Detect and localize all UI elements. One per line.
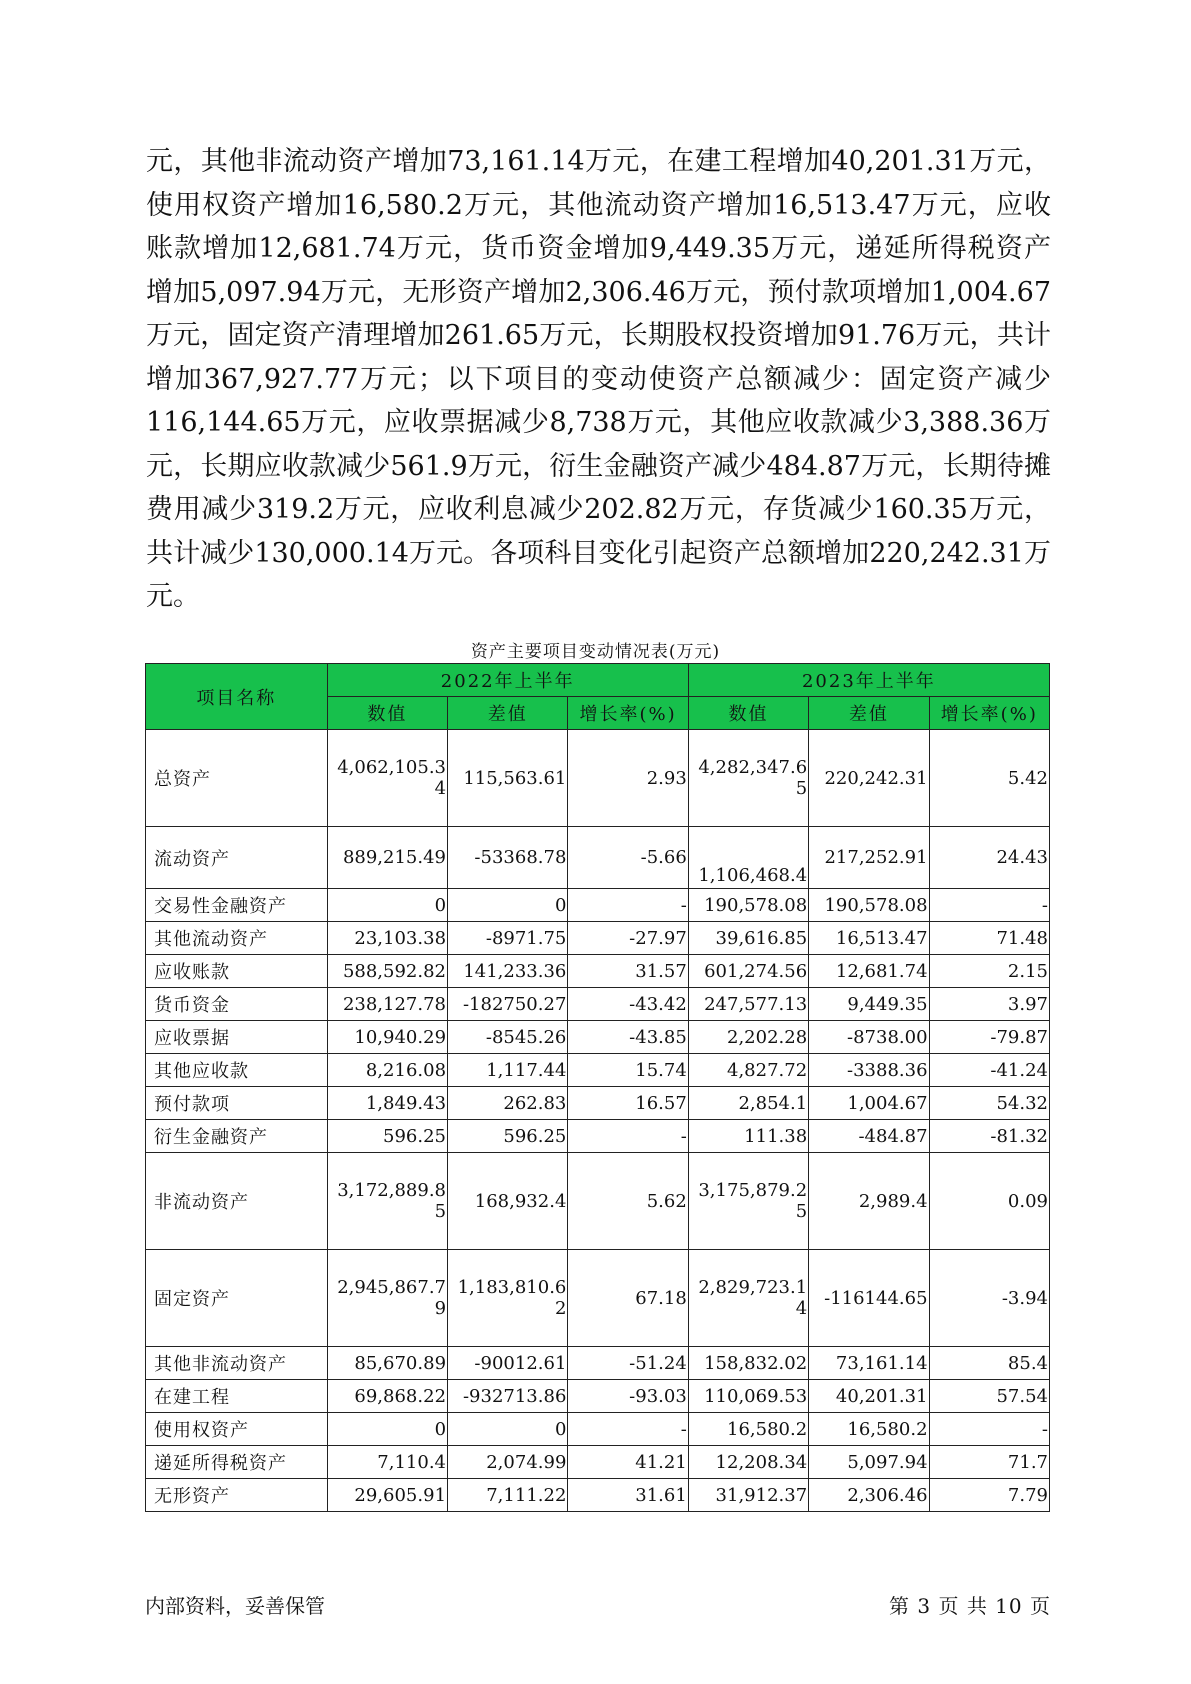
cell-d22: -90012.61: [448, 1347, 568, 1380]
row-label: 非流动资产: [146, 1153, 328, 1250]
cell-v23: 16,580.2: [688, 1413, 808, 1446]
cell-v23: 190,578.08: [688, 889, 808, 922]
row-label: 应收票据: [146, 1021, 328, 1054]
cell-r23: 7.79: [929, 1479, 1049, 1512]
cell-r22: 2.93: [568, 730, 688, 827]
row-label: 在建工程: [146, 1380, 328, 1413]
cell-v22: 0: [327, 889, 447, 922]
cell-r23: 0.09: [929, 1153, 1049, 1250]
table-row: [146, 955, 1050, 988]
table-row: [146, 1413, 1050, 1446]
header-rate-2022: 增长率(%): [568, 697, 688, 730]
cell-d23: 1,004.67: [809, 1087, 929, 1120]
cell-v23: 601,274.56: [688, 955, 808, 988]
row-label: 应收账款: [146, 955, 328, 988]
cell-v23: 158,832.02: [688, 1347, 808, 1380]
cell-v23: 39,616.85: [688, 922, 808, 955]
cell-d23: 16,513.47: [809, 922, 929, 955]
cell-v23: 4,827.72: [688, 1054, 808, 1087]
cell-r23: 71.48: [929, 922, 1049, 955]
table-row: [146, 1054, 1050, 1087]
table-row: [146, 889, 1050, 922]
table-row: [146, 1021, 1050, 1054]
cell-v22: 29,605.91: [327, 1479, 447, 1512]
table-row: [146, 1153, 1050, 1250]
table-row: [146, 1446, 1050, 1479]
cell-r23: 71.7: [929, 1446, 1049, 1479]
cell-d23: 2,306.46: [809, 1479, 929, 1512]
table-row: [146, 1347, 1050, 1380]
row-label: 衍生金融资产: [146, 1120, 328, 1153]
cell-d22: 115,563.61: [448, 730, 568, 827]
cell-r22: -: [568, 1413, 688, 1446]
cell-v22: 596.25: [327, 1120, 447, 1153]
cell-v22: 238,127.78: [327, 988, 447, 1021]
cell-d23: 190,578.08: [809, 889, 929, 922]
footer-confidential: 内部资料，妥善保管: [145, 1594, 325, 1618]
row-label: 递延所得税资产: [146, 1446, 328, 1479]
table-row: [146, 730, 1050, 827]
cell-v22: 2,945,867.79: [327, 1250, 447, 1347]
cell-r23: -81.32: [929, 1120, 1049, 1153]
cell-v23: 2,854.1: [688, 1087, 808, 1120]
header-value-2022: 数值: [327, 697, 447, 730]
cell-v22: 4,062,105.34: [327, 730, 447, 827]
row-label: 固定资产: [146, 1250, 328, 1347]
table-row: [146, 988, 1050, 1021]
cell-v23: 2,829,723.14: [688, 1250, 808, 1347]
cell-r22: -5.66: [568, 827, 688, 889]
cell-v23: 110,069.53: [688, 1380, 808, 1413]
cell-v22: 69,868.22: [327, 1380, 447, 1413]
cell-v22: 588,592.82: [327, 955, 447, 988]
cell-r23: -: [929, 889, 1049, 922]
table-row: [146, 1479, 1050, 1512]
cell-r23: -3.94: [929, 1250, 1049, 1347]
row-label: 预付款项: [146, 1087, 328, 1120]
row-label: 其他应收款: [146, 1054, 328, 1087]
cell-r22: -43.42: [568, 988, 688, 1021]
cell-r23: -41.24: [929, 1054, 1049, 1087]
cell-r23: 85.4: [929, 1347, 1049, 1380]
header-value-2023: 数值: [688, 697, 808, 730]
cell-d22: 0: [448, 1413, 568, 1446]
cell-d22: 141,233.36: [448, 955, 568, 988]
cell-v22: 1,849.43: [327, 1087, 447, 1120]
table-caption: 资产主要项目变动情况表(万元): [470, 642, 721, 662]
cell-d23: 9,449.35: [809, 988, 929, 1021]
header-group-2022: 2022年上半年: [327, 664, 688, 697]
cell-r22: -: [568, 889, 688, 922]
cell-d22: -8545.26: [448, 1021, 568, 1054]
cell-d22: 2,074.99: [448, 1446, 568, 1479]
row-label: 货币资金: [146, 988, 328, 1021]
table-row: [146, 827, 1050, 889]
row-label: 其他流动资产: [146, 922, 328, 955]
table-row: [146, 1250, 1050, 1347]
cell-r23: 54.32: [929, 1087, 1049, 1120]
asset-change-table: [145, 663, 1050, 1512]
cell-v22: 889,215.49: [327, 827, 447, 889]
cell-r22: 16.57: [568, 1087, 688, 1120]
row-label: 无形资产: [146, 1479, 328, 1512]
cell-v22: 7,110.4: [327, 1446, 447, 1479]
cell-v23: 12,208.34: [688, 1446, 808, 1479]
cell-d22: 596.25: [448, 1120, 568, 1153]
cell-v23: 4,282,347.65: [688, 730, 808, 827]
cell-d23: 12,681.74: [809, 955, 929, 988]
cell-r23: -79.87: [929, 1021, 1049, 1054]
cell-r22: -51.24: [568, 1347, 688, 1380]
cell-d22: 168,932.4: [448, 1153, 568, 1250]
cell-r23: 3.97: [929, 988, 1049, 1021]
row-label: 使用权资产: [146, 1413, 328, 1446]
cell-d23: 73,161.14: [809, 1347, 929, 1380]
header-item-name: 项目名称: [146, 664, 328, 730]
cell-r22: 41.21: [568, 1446, 688, 1479]
cell-d23: 220,242.31: [809, 730, 929, 827]
cell-d23: -8738.00: [809, 1021, 929, 1054]
cell-r23: 5.42: [929, 730, 1049, 827]
cell-d23: 2,989.4: [809, 1153, 929, 1250]
cell-r22: -27.97: [568, 922, 688, 955]
cell-d22: -932713.86: [448, 1380, 568, 1413]
table-row: [146, 1380, 1050, 1413]
table-row: [146, 1087, 1050, 1120]
body-paragraph: 元，其他非流动资产增加73,161.14万元，在建工程增加40,201.31万元，使用权资产增加16,580.2万元，其他流动资产增加16,513.47万元，应收账款增加12,681.74万元，货币资金增加9,449.35万元，递延所得税资产增加5,097.94万元，无形资产增加2,306.46万元，预付款项增加1,004.67万元，固定资产清理增加261.65万元，长期股权投资增加91.76万元，共计增加367,927.77万元；以下项目的变动使资产总额减少：固定资产减少116,144.65万元，应收票据减少8,738万元，其他应收款减少3,388.36万元，长期应收款减少561.9万元，衍生金融资产减少484.87万元，长期待摊费用减少319.2万元，应收利息减少202.82万元，存货减少160.35万元，共计减少130,000.14万元。各项科目变化引起资产总额增加220,242.31万元。: [146, 146, 1051, 612]
header-group-2023: 2023年上半年: [688, 664, 1049, 697]
cell-r23: -: [929, 1413, 1049, 1446]
row-label: 其他非流动资产: [146, 1347, 328, 1380]
row-label: 总资产: [146, 730, 328, 827]
row-label: 流动资产: [146, 827, 328, 889]
cell-d23: 16,580.2: [809, 1413, 929, 1446]
cell-d22: -8971.75: [448, 922, 568, 955]
table-row: [146, 922, 1050, 955]
cell-d23: -116144.65: [809, 1250, 929, 1347]
cell-d22: 1,117.44: [448, 1054, 568, 1087]
cell-d22: 7,111.22: [448, 1479, 568, 1512]
cell-r22: 31.57: [568, 955, 688, 988]
cell-d22: -53368.78: [448, 827, 568, 889]
cell-v22: 8,216.08: [327, 1054, 447, 1087]
cell-v22: 10,940.29: [327, 1021, 447, 1054]
cell-d22: -182750.27: [448, 988, 568, 1021]
header-rate-2023: 增长率(%): [929, 697, 1049, 730]
cell-r22: 67.18: [568, 1250, 688, 1347]
cell-r23: 57.54: [929, 1380, 1049, 1413]
cell-v23: 1,106,468.4: [688, 827, 808, 889]
cell-r22: 5.62: [568, 1153, 688, 1250]
cell-d23: 40,201.31: [809, 1380, 929, 1413]
cell-v23: 247,577.13: [688, 988, 808, 1021]
header-diff-2023: 差值: [809, 697, 929, 730]
cell-d22: 0: [448, 889, 568, 922]
cell-d23: -3388.36: [809, 1054, 929, 1087]
cell-v23: 111.38: [688, 1120, 808, 1153]
footer-page-number: 第 3 页 共 10 页: [889, 1594, 1051, 1618]
cell-v23: 3,175,879.25: [688, 1153, 808, 1250]
cell-v22: 23,103.38: [327, 922, 447, 955]
cell-r23: 24.43: [929, 827, 1049, 889]
cell-d23: 217,252.91: [809, 827, 929, 889]
cell-d22: 1,183,810.62: [448, 1250, 568, 1347]
cell-v22: 0: [327, 1413, 447, 1446]
cell-v22: 3,172,889.85: [327, 1153, 447, 1250]
row-label: 交易性金融资产: [146, 889, 328, 922]
cell-r23: 2.15: [929, 955, 1049, 988]
cell-v23: 2,202.28: [688, 1021, 808, 1054]
cell-r22: -: [568, 1120, 688, 1153]
cell-r22: 15.74: [568, 1054, 688, 1087]
cell-r22: -93.03: [568, 1380, 688, 1413]
cell-d22: 262.83: [448, 1087, 568, 1120]
cell-v23: 31,912.37: [688, 1479, 808, 1512]
cell-r22: -43.85: [568, 1021, 688, 1054]
table-row: [146, 1120, 1050, 1153]
cell-r22: 31.61: [568, 1479, 688, 1512]
cell-d23: 5,097.94: [809, 1446, 929, 1479]
cell-d23: -484.87: [809, 1120, 929, 1153]
header-diff-2022: 差值: [448, 697, 568, 730]
cell-v22: 85,670.89: [327, 1347, 447, 1380]
